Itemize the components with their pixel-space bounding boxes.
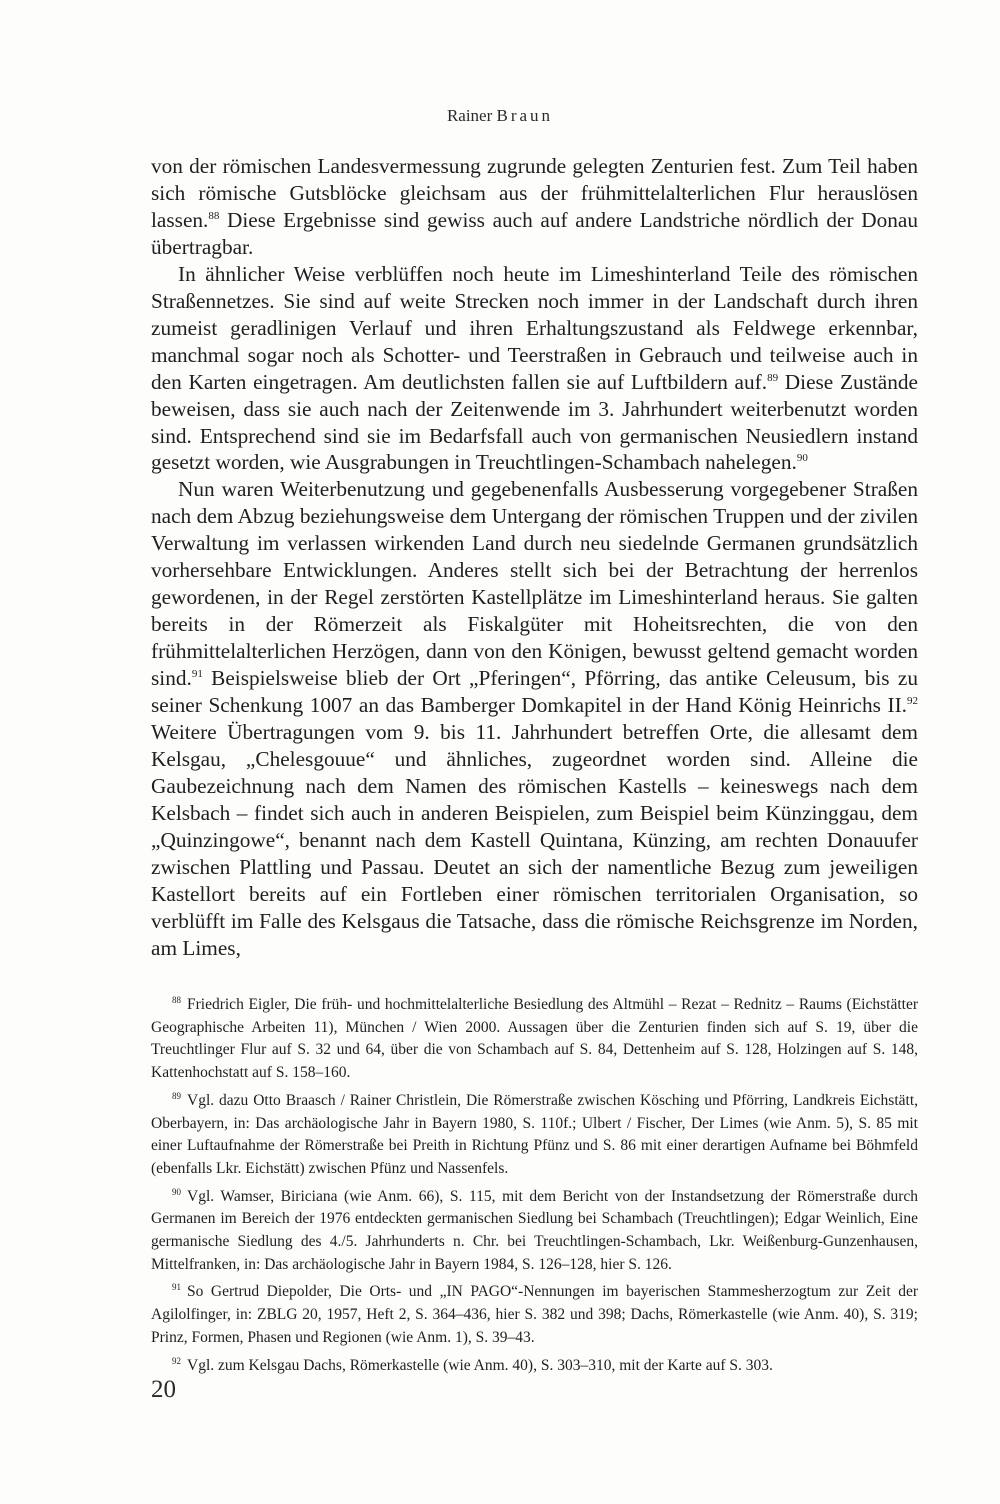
footnote-91 xyxy=(151,1281,918,1349)
footnote-92 xyxy=(151,1355,918,1378)
footnote-ref-88[interactable]: 88 xyxy=(208,209,220,222)
footnote-number: 90 xyxy=(172,1186,181,1197)
body-text xyxy=(151,153,918,962)
footnote-text: Friedrich Eigler, Die früh- und hochmittelalterliche Besiedlung des Altmühl – Rezat – Rednitz – Raums (Eichstätter Geographische Arbeiten 11), München / Wien 2000. Aussagen über die Zenturien finden sich auf S. 19, über die Treuchtlinger Flur auf S. 32 und 64, über die von Schambach auf S. 84, Dettenheim auf S. 128, Holzingen auf S. 148, Kattenhochstatt auf S. 158–160. xyxy=(151,996,918,1082)
running-head-first-name: Rainer xyxy=(446,106,493,125)
text-run: Diese Ergebnisse sind gewiss auch auf andere Landstriche nördlich der Donau übertragbar. xyxy=(151,207,918,259)
text-run: Nun waren Weiterbenutzung und gegebenenfalls Ausbesserung vorgegebener Straßen nach dem Abzug beziehungsweise dem Untergang der römischen Truppen und der zivilen Verwaltung im verlassen wirkenden Land durch neu siedelnde Germanen grundsätzlich vorhersehbare Entwicklungen. Anderes stellt sich bei der Betrachtung der herrenlos gewordenen, in der Regel zerstörten Kastellplätze im Limeshinterland heraus. Sie galten bereits in der Römerzeit als Fiskalgüter mit Hoheitsrechten, die von den frühmittelalterlichen Herzögen, dann von den Königen, bewusst geltend gemacht worden sind. xyxy=(151,477,918,691)
footnotes xyxy=(151,994,918,1382)
running-head xyxy=(0,106,1000,126)
footnote-ref-92[interactable]: 92 xyxy=(907,695,918,708)
footnote-text: Vgl. Wamser, Biriciana (wie Anm. 66), S. 115, mit dem Bericht von der Instandsetzung der Römerstraße durch Germanen im Bereich der 1976 entdeckten germanischen Siedlung bei Schambach (Treuchtlingen); Edgar Weinlich, Eine germanische Siedlung des 4./5. Jahrhunderts n. Chr. bei Treuchtlingen-Schambach, Lkr. Weißenburg-Gunzenhausen, Mittelfranken, in: Das archäologische Jahr in Bayern 1984, S. 126–128, hier S. 126. xyxy=(151,1187,918,1273)
text-run: In ähnlicher Weise verblüffen noch heute im Limeshinterland Teile des römischen Straßennetzes. Sie sind auf weite Strecken noch immer in der Landschaft durch ihren zumeist geradlinigen Verlauf und ihren Erhaltungszustand als Feldwege erkennbar, manchmal sogar noch als Schotter- und Teerstraßen in Gebrauch und teilweise auch in den Karten eingetragen. Am deutlichsten fallen sie auf Luftbildern auf. xyxy=(151,261,918,394)
footnote-text: So Gertrud Diepolder, Die Orts- und „IN PAGO“-Nennungen im bayerischen Stammesherzogtum zur Zeit der Agilolfinger, in: ZBLG 20, 1957, Heft 2, S. 364–436, hier S. 382 und 398; Dachs, Römerkastelle (wie Anm. 40), S. 319; Prinz, Formen, Phasen und Regionen (wie Anm. 1), S. 39–43. xyxy=(151,1283,918,1346)
footnote-number: 91 xyxy=(172,1282,181,1293)
running-head-last-name: Braun xyxy=(496,106,554,125)
footnote-number: 89 xyxy=(172,1090,181,1101)
footnote-90 xyxy=(151,1186,918,1277)
text-run: Diese Zustände beweisen, dass sie auch nach der Zeitenwende im 3. Jahrhundert weiterbenutzt worden sind. Entsprechend sind sie im Bedarfsfall auch von germanischen Neusiedlern instand gesetzt worden, wie Ausgrabungen in Treuchtlingen-Schambach nahelegen. xyxy=(151,369,919,475)
text-run: von der römischen Landesvermessung zugrunde gelegten Zenturien fest. Zum Teil haben sich römische Gutsblöcke gleichsam aus der frühmittelalterlichen Flur herauslösen lassen. xyxy=(151,154,918,232)
footnote-number: 92 xyxy=(172,1355,181,1366)
footnote-89 xyxy=(151,1090,918,1181)
text-run: Beispielsweise blieb der Ort „Pferingen“, Pförring, das antike Celeusum, bis zu seiner Schenkung 1007 an das Bamberger Domkapitel in der Hand König Heinrichs II. xyxy=(151,666,918,718)
footnote-number: 88 xyxy=(172,995,181,1005)
paragraph-3 xyxy=(151,476,918,961)
footnote-ref-91[interactable]: 91 xyxy=(191,668,203,681)
footnote-ref-89[interactable]: 89 xyxy=(767,371,779,384)
page-number: 20 xyxy=(151,1376,176,1403)
text-run: Weitere Übertragungen vom 9. bis 11. Jahrhundert betreffen Orte, die allesamt dem Kelsgau, „Chelesgouue“ und ähnliches, zugeordnet worden sind. Alleine die Gaubezeichnung nach dem Namen des römischen Kastells – keineswegs nach dem Kelsbach – findet sich auch in anderen Beispielen, zum Beispiel beim Künzinggau, dem „Quinzingowe“, benannt nach dem Kastell Quintana, Künzing, am rechten Donauufer zwischen Plattling und Passau. Deutet an sich der namentliche Bezug zum jeweiligen Kastellort bereits auf ein Fortleben einer römischen territorialen Organisation, so verblüfft im Falle des Kelsgaus die Tatsache, dass die römische Reichsgrenze im Norden, am Limes, xyxy=(151,720,918,960)
paragraph-2 xyxy=(151,261,918,477)
footnote-ref-90[interactable]: 90 xyxy=(796,452,808,465)
paragraph-1 xyxy=(151,153,918,261)
footnote-text: Vgl. zum Kelsgau Dachs, Römerkastelle (wie Anm. 40), S. 303–310, mit der Karte auf S. 303. xyxy=(187,1356,773,1374)
footnote-text: Vgl. dazu Otto Braasch / Rainer Christlein, Die Römerstraße zwischen Kösching und Pförring, Landkreis Eichstätt, Oberbayern, in: Das archäologische Jahr in Bayern 1980, S. 110f.; Ulbert / Fischer, Der Limes (wie Anm. 5), S. 85 mit einer Luftaufnahme der Römerstraße bei Preith in Richtung Pfünz und S. 86 mit einer derartigen Aufname bei Böhmfeld (ebenfalls Lkr. Eichstätt) zwischen Pfünz und Nassenfels. xyxy=(151,1091,918,1177)
footnote-88 xyxy=(151,994,918,1085)
